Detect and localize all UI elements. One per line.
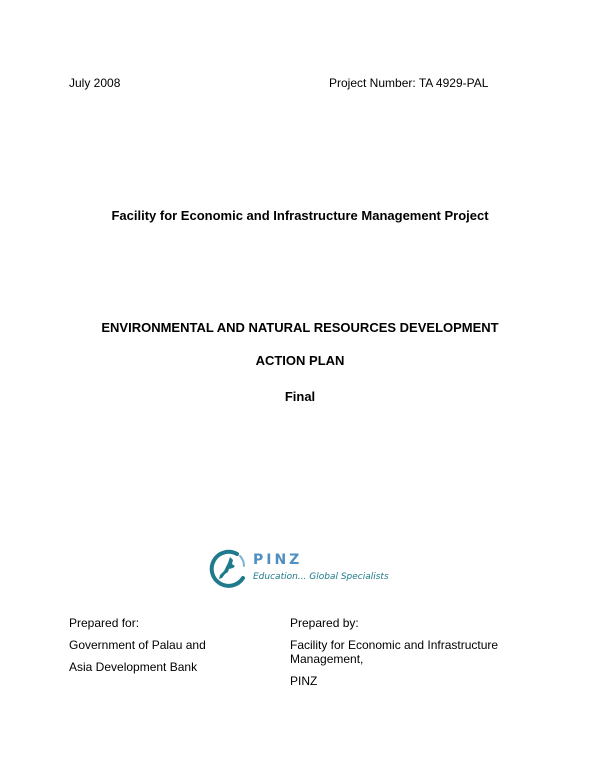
pinz-logo-name: PINZ: [253, 552, 303, 568]
pinz-logo: [207, 548, 407, 590]
pinz-logo-mark-icon: [207, 548, 249, 590]
document-status: Final: [284, 389, 316, 404]
document-title-line-1: ENVIRONMENTAL AND NATURAL RESOURCES DEVELOPMENT: [101, 320, 499, 335]
prepared-by-block: [290, 616, 530, 696]
prepared-by-line: Facility for Economic and Infrastructure: [290, 638, 499, 652]
prepared-by-line: Management,: [290, 652, 364, 666]
document-title-line-2: ACTION PLAN: [255, 353, 345, 368]
pinz-logo-tagline: Education... Global Specialists: [253, 572, 389, 582]
prepared-for-block: [69, 616, 269, 682]
prepared-by-line: PINZ: [290, 674, 318, 688]
prepared-for-line: Asia Development Bank: [69, 660, 198, 674]
report-date: July 2008: [69, 76, 121, 90]
prepared-for-label: Prepared for:: [69, 616, 140, 630]
project-title: Facility for Economic and Infrastructure Management Project: [111, 208, 489, 223]
prepared-by-label: Prepared by:: [290, 616, 359, 630]
project-number: Project Number: TA 4929-PAL: [329, 76, 489, 90]
prepared-for-line: Government of Palau and: [69, 638, 206, 652]
